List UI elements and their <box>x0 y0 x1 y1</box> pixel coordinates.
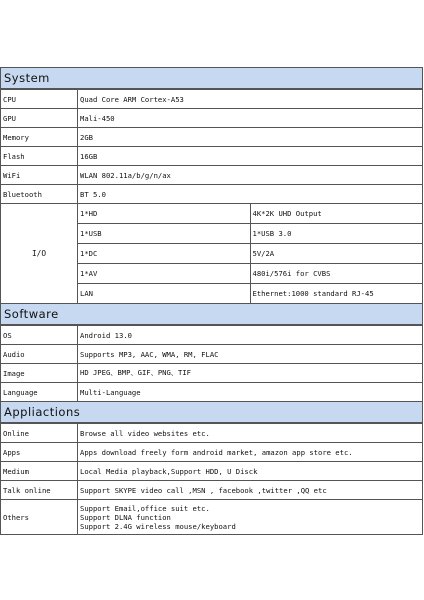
row-label: Online <box>1 424 78 443</box>
row-value: Quad Core ARM Cortex-A53 <box>78 90 423 109</box>
io-spec: 5V/2A <box>250 244 423 264</box>
table-row <box>1 204 423 224</box>
table-row <box>1 147 423 166</box>
row-label: OS <box>1 326 78 345</box>
row-value: 2GB <box>78 128 423 147</box>
table-row <box>1 345 423 364</box>
io-port: 1*AV <box>78 264 251 284</box>
row-value: WLAN 802.11a/b/g/n/ax <box>78 166 423 185</box>
table-row <box>1 326 423 345</box>
software-table <box>0 325 423 402</box>
table-row <box>1 383 423 402</box>
table-row <box>1 443 423 462</box>
others-line: Support Email,office suit etc. <box>80 503 210 513</box>
row-label: Memory <box>1 128 78 147</box>
io-port: 1*HD <box>78 204 251 224</box>
row-label: Talk online <box>1 481 78 500</box>
table-row <box>1 481 423 500</box>
row-label: Apps <box>1 443 78 462</box>
table-row <box>1 500 423 535</box>
table-row <box>1 90 423 109</box>
io-port: 1*DC <box>78 244 251 264</box>
row-value: Local Media playback,Support HDD, U Disck <box>78 462 423 481</box>
row-value: Browse all video websites etc. <box>78 424 423 443</box>
row-label: Image <box>1 364 78 383</box>
row-value: 16GB <box>78 147 423 166</box>
table-row <box>1 185 423 204</box>
io-spec: 480i/576i for CVBS <box>250 264 423 284</box>
section-header-system: System <box>0 68 423 89</box>
row-value <box>78 500 423 535</box>
section-header-applications: Appliactions <box>0 402 423 423</box>
row-label: GPU <box>1 109 78 128</box>
io-port: LAN <box>78 284 251 304</box>
table-row <box>1 166 423 185</box>
table-row <box>1 364 423 383</box>
row-value: BT 5.0 <box>78 185 423 204</box>
row-label: Flash <box>1 147 78 166</box>
io-spec: 4K*2K UHD Output <box>250 204 423 224</box>
row-value: Supports MP3, AAC, WMA, RM, FLAC <box>78 345 423 364</box>
row-value: Apps download freely form android market, amazon app store etc. <box>78 443 423 462</box>
row-value: Multi-Language <box>78 383 423 402</box>
table-row <box>1 462 423 481</box>
row-label: Others <box>1 500 78 535</box>
table-row <box>1 128 423 147</box>
row-label: Bluetooth <box>1 185 78 204</box>
row-label: CPU <box>1 90 78 109</box>
io-spec: Ethernet:1000 standard RJ-45 <box>250 284 423 304</box>
row-value: Android 13.0 <box>78 326 423 345</box>
others-line: Support DLNA function <box>80 512 171 522</box>
row-label: Language <box>1 383 78 402</box>
others-line: Support 2.4G wireless mouse/keyboard <box>80 521 236 531</box>
section-header-software: Software <box>0 304 423 325</box>
applications-table <box>0 423 423 535</box>
table-row <box>1 424 423 443</box>
row-value: Support SKYPE video call ,MSN , facebook ,twitter ,QQ etc <box>78 481 423 500</box>
system-table <box>0 89 423 304</box>
row-value: Mali-450 <box>78 109 423 128</box>
io-port: 1*USB <box>78 224 251 244</box>
row-label: WiFi <box>1 166 78 185</box>
row-value: HD JPEG、BMP、GIF、PNG、TIF <box>78 364 423 383</box>
io-spec: 1*USB 3.0 <box>250 224 423 244</box>
io-label: I/O <box>1 204 78 304</box>
row-label: Medium <box>1 462 78 481</box>
table-row <box>1 109 423 128</box>
spec-sheet <box>0 67 423 535</box>
row-label: Audio <box>1 345 78 364</box>
